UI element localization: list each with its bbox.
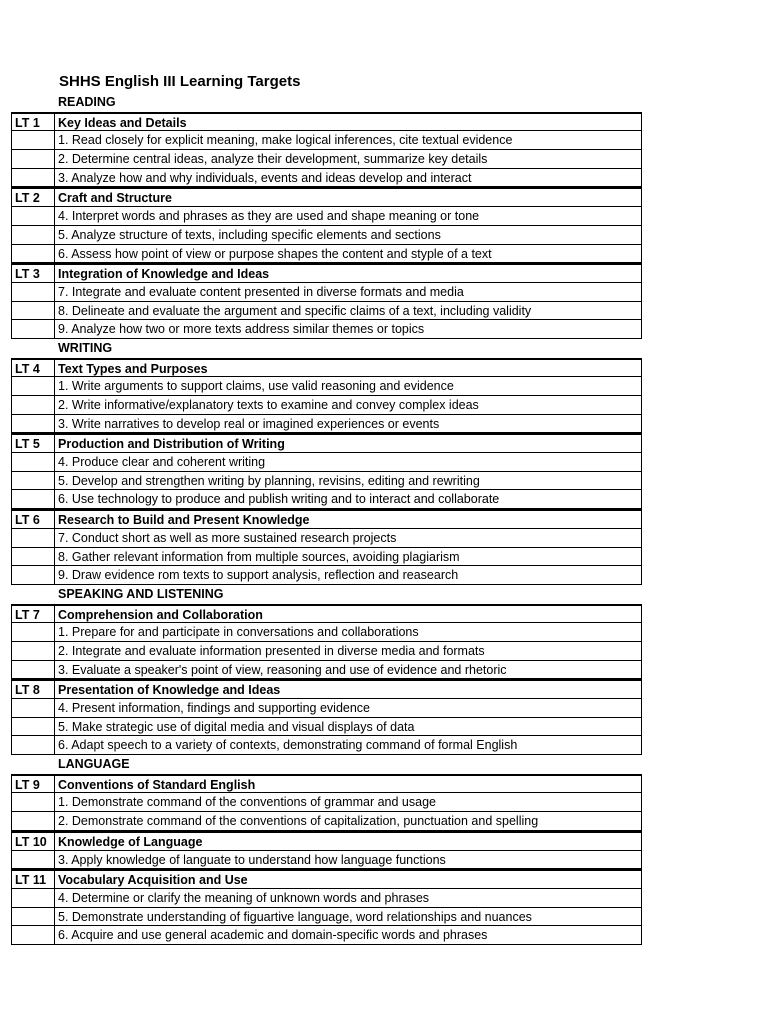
section-heading: LANGUAGE: [58, 757, 130, 772]
standard-text: 7. Conduct short as well as more sustained research projects: [55, 529, 642, 548]
standard-row: [11, 283, 642, 302]
standard-row: [11, 889, 642, 908]
learning-target-id: LT 4: [11, 358, 55, 378]
standard-row: [11, 718, 642, 737]
learning-target-id: LT 2: [11, 187, 55, 207]
learning-target-id: LT 1: [11, 112, 55, 132]
empty-id-cell: [11, 283, 55, 302]
standard-text: 9. Analyze how two or more texts address similar themes or topics: [55, 320, 642, 339]
learning-target-name: Research to Build and Present Knowledge: [55, 509, 642, 529]
learning-target-id: LT 7: [11, 604, 55, 624]
learning-target-id: LT 9: [11, 774, 55, 794]
standard-row: [11, 245, 642, 264]
target-group-row: [11, 358, 642, 378]
learning-target-name: Vocabulary Acquisition and Use: [55, 869, 642, 889]
section-heading-row: [11, 93, 642, 112]
empty-id-cell: [11, 245, 55, 264]
target-group-row: [11, 774, 642, 794]
standard-text: 2. Determine central ideas, analyze their development, summarize key details: [55, 150, 642, 169]
empty-id-cell: [11, 793, 55, 812]
empty-id-cell: [11, 642, 55, 661]
standard-row: [11, 453, 642, 472]
standard-row: [11, 661, 642, 680]
standard-row: [11, 926, 642, 945]
standard-text: 2. Write informative/explanatory texts to examine and convey complex ideas: [55, 396, 642, 415]
empty-id-cell: [11, 908, 55, 927]
empty-id-cell: [11, 736, 55, 755]
empty-id-cell: [11, 548, 55, 567]
standard-row: [11, 377, 642, 396]
standard-text: 8. Delineate and evaluate the argument and specific claims of a text, including validity: [55, 302, 642, 321]
standard-text: 4. Determine or clarify the meaning of unknown words and phrases: [55, 889, 642, 908]
empty-id-cell: [11, 207, 55, 226]
standard-row: [11, 736, 642, 755]
empty-id-cell: [11, 169, 55, 188]
standard-text: 5. Develop and strengthen writing by planning, revisins, editing and rewriting: [55, 472, 642, 491]
section-heading-spacer: [11, 93, 55, 112]
standard-row: [11, 642, 642, 661]
standard-text: 6. Use technology to produce and publish writing and to interact and collaborate: [55, 490, 642, 509]
standard-text: 1. Prepare for and participate in conversations and collaborations: [55, 623, 642, 642]
empty-id-cell: [11, 472, 55, 491]
standard-text: 6. Assess how point of view or purpose shapes the content and styple of a text: [55, 245, 642, 264]
learning-target-id: LT 10: [11, 831, 55, 851]
standard-text: 1. Write arguments to support claims, use valid reasoning and evidence: [55, 377, 642, 396]
learning-target-id: LT 3: [11, 263, 55, 283]
target-group-row: [11, 831, 642, 851]
section-heading-row: [11, 755, 642, 774]
learning-target-name: Craft and Structure: [55, 187, 642, 207]
empty-id-cell: [11, 851, 55, 870]
empty-id-cell: [11, 812, 55, 831]
standard-row: [11, 623, 642, 642]
target-group-row: [11, 679, 642, 699]
standard-text: 3. Analyze how and why individuals, events and ideas develop and interact: [55, 169, 642, 188]
standard-row: [11, 169, 642, 188]
standard-row: [11, 207, 642, 226]
standard-row: [11, 150, 642, 169]
empty-id-cell: [11, 396, 55, 415]
target-group-row: [11, 187, 642, 207]
standard-row: [11, 793, 642, 812]
target-group-row: [11, 433, 642, 453]
learning-target-id: LT 8: [11, 679, 55, 699]
standard-row: [11, 812, 642, 831]
standard-row: [11, 548, 642, 567]
standard-text: 8. Gather relevant information from multiple sources, avoiding plagiarism: [55, 548, 642, 567]
standard-row: [11, 851, 642, 870]
learning-target-name: Comprehension and Collaboration: [55, 604, 642, 624]
standard-row: [11, 699, 642, 718]
empty-id-cell: [11, 453, 55, 472]
standard-row: [11, 908, 642, 927]
learning-target-name: Integration of Knowledge and Ideas: [55, 263, 642, 283]
standard-row: [11, 302, 642, 321]
standard-row: [11, 131, 642, 150]
target-group-row: [11, 263, 642, 283]
standard-text: 2. Integrate and evaluate information presented in diverse media and formats: [55, 642, 642, 661]
standard-row: [11, 226, 642, 245]
standard-text: 9. Draw evidence rom texts to support analysis, reflection and reasearch: [55, 566, 642, 585]
empty-id-cell: [11, 529, 55, 548]
standard-text: 3. Write narratives to develop real or imagined experiences or events: [55, 415, 642, 434]
standard-row: [11, 396, 642, 415]
section-heading-spacer: [11, 755, 55, 774]
section-heading-row: [11, 339, 642, 358]
empty-id-cell: [11, 226, 55, 245]
learning-target-id: LT 6: [11, 509, 55, 529]
standard-text: 4. Interpret words and phrases as they are used and shape meaning or tone: [55, 207, 642, 226]
learning-targets-table: [11, 93, 642, 945]
learning-target-name: Text Types and Purposes: [55, 358, 642, 378]
standard-row: [11, 415, 642, 434]
standard-row: [11, 566, 642, 585]
standard-text: 6. Adapt speech to a variety of contexts, demonstrating command of formal English: [55, 736, 642, 755]
document-title: SHHS English III Learning Targets: [59, 73, 301, 90]
empty-id-cell: [11, 320, 55, 339]
empty-id-cell: [11, 566, 55, 585]
empty-id-cell: [11, 150, 55, 169]
standard-text: 5. Analyze structure of texts, including specific elements and sections: [55, 226, 642, 245]
target-group-row: [11, 509, 642, 529]
empty-id-cell: [11, 302, 55, 321]
standard-row: [11, 529, 642, 548]
target-group-row: [11, 604, 642, 624]
standard-text: 4. Present information, findings and supporting evidence: [55, 699, 642, 718]
empty-id-cell: [11, 623, 55, 642]
empty-id-cell: [11, 889, 55, 908]
standard-row: [11, 320, 642, 339]
standard-text: 7. Integrate and evaluate content presented in diverse formats and media: [55, 283, 642, 302]
section-heading: READING: [58, 95, 116, 109]
section-heading-spacer: [11, 339, 55, 358]
empty-id-cell: [11, 131, 55, 150]
section-heading: SPEAKING AND LISTENING: [58, 586, 224, 601]
standard-text: 5. Make strategic use of digital media and visual displays of data: [55, 718, 642, 737]
learning-target-id: LT 11: [11, 869, 55, 889]
standard-text: 3. Evaluate a speaker's point of view, reasoning and use of evidence and rhetoric: [55, 661, 642, 680]
standard-row: [11, 472, 642, 491]
target-group-row: [11, 112, 642, 132]
section-heading-row: [11, 585, 642, 604]
learning-target-id: LT 5: [11, 433, 55, 453]
standard-text: 1. Read closely for explicit meaning, make logical inferences, cite textual evidence: [55, 131, 642, 150]
empty-id-cell: [11, 699, 55, 718]
empty-id-cell: [11, 377, 55, 396]
learning-target-name: Presentation of Knowledge and Ideas: [55, 679, 642, 699]
empty-id-cell: [11, 661, 55, 680]
standard-text: 1. Demonstrate command of the conventions of grammar and usage: [55, 793, 642, 812]
standard-text: 4. Produce clear and coherent writing: [55, 453, 642, 472]
section-heading-spacer: [11, 585, 55, 604]
learning-target-name: Production and Distribution of Writing: [55, 433, 642, 453]
standard-text: 2. Demonstrate command of the conventions of capitalization, punctuation and spelling: [55, 812, 642, 831]
standard-text: 6. Acquire and use general academic and domain-specific words and phrases: [55, 926, 642, 945]
empty-id-cell: [11, 926, 55, 945]
standard-row: [11, 490, 642, 509]
standard-text: 5. Demonstrate understanding of figuartive language, word relationships and nuances: [55, 908, 642, 927]
learning-target-name: Key Ideas and Details: [55, 112, 642, 132]
learning-target-name: Conventions of Standard English: [55, 774, 642, 794]
learning-target-name: Knowledge of Language: [55, 831, 642, 851]
target-group-row: [11, 869, 642, 889]
empty-id-cell: [11, 718, 55, 737]
empty-id-cell: [11, 415, 55, 434]
standard-text: 3. Apply knowledge of languate to understand how language functions: [55, 851, 642, 870]
empty-id-cell: [11, 490, 55, 509]
section-heading: WRITING: [58, 340, 113, 355]
